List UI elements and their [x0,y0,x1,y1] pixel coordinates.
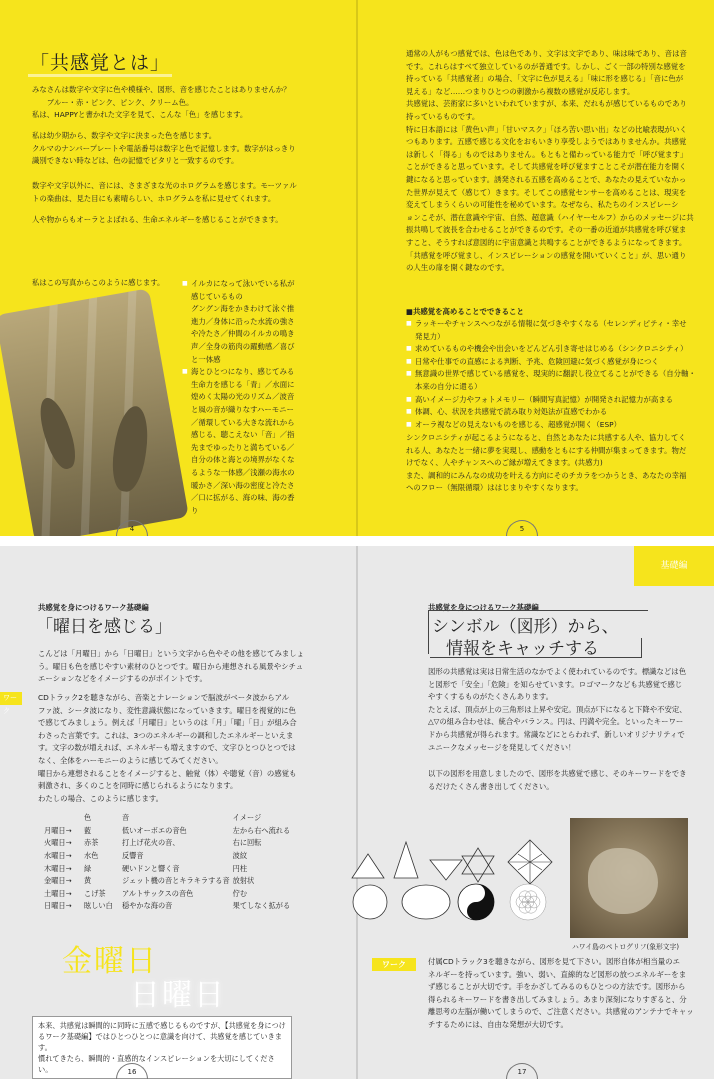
ellipse-icon [402,885,450,919]
table-cell: 日曜日→ [44,901,72,911]
table-cell: 藍 [84,825,92,835]
light-ray [80,288,98,544]
bullet-swimming: ■ イルカになって泳いでいる私が 感じているもの グングン海をかきわけて泳ぐ推 進力／身体に沿った水流の強さ や冷たさ／仲間のイルカの鳴き 声／全身の筋肉の躍動感／喜び と一体感 [182,278,322,366]
page17-title-line1: シンボル（図形）から、 [432,617,619,637]
page-number: 4 [116,520,148,536]
page17-para2: 以下の図形を用意しましたので、図形を共感覚で感じ、そのキーワードをでき るだけたくさん書き出してください。 [428,769,687,791]
table-row [44,875,293,888]
yin-yang-icon [458,884,494,920]
table-cell: 緑 [84,863,92,873]
spread-gap [0,536,714,546]
table-row [44,888,293,901]
table-cell: 左から右へ流れる [232,825,291,835]
page4-para4: 人や物からもオーラとよばれる、生命エネルギーを感じることができます。 [32,215,283,224]
table-cell: 月曜日→ [44,825,72,835]
big-word-nichiyobi: 日曜日 [130,978,226,1013]
gutter [356,0,358,536]
hexagram-icon [462,856,494,882]
triangle-up-icon [352,854,384,878]
table-cell: 円柱 [232,863,248,873]
petroglyph-caption: ハワイ島のペトログリフ(象形文字) [572,943,680,951]
page16-note-box [32,1016,292,1079]
kiso-tab: 基礎編 [634,546,714,586]
petroglyph-photo [570,818,688,938]
page-number: 17 [506,1063,538,1079]
page5-para2: シンクロニシティが起こるようになると、自然とあなたに共感する人や、協力してく れる人、あなたと一緒に夢を実現し、感動をともにする仲間が集まってきます。物だ けでなく、人やチャンスへのご縁が増えてきます。(共感力) また、調和的にみんなの成功を叶える方向にそのチカラをつかうとき、あなたの幸福 へのフロー（無限循環）ははじまりやすくなります。 [406,433,687,493]
page-number: 5 [506,520,538,536]
page17-small-title: 共感覚を身につけるワーク基礎編 [428,603,539,612]
shapes-row-1 [350,838,560,884]
work-tab: ワーク [372,958,416,971]
table-header: 色 [84,813,92,823]
table-cell: 低いオーボエの音色 [122,825,187,835]
list-item: ■ 求めているものや機会や出会いをどんどん引き寄せはじめる（シンクロニシティ） [406,343,706,356]
geometric-shapes-svg [352,880,552,924]
table-row [44,837,293,850]
table-row [44,825,293,838]
table-cell: 水曜日→ [44,851,72,861]
table-cell: 打上げ花火の音、 [122,838,180,848]
table-cell: 穏やかな海の音 [122,901,173,911]
list-item: ■ 無意識の世界で感じている感覚を、現実的に翻訳し役立てることができる（自分軸・ 本来の自分に還る） [406,368,706,393]
page16-note: 本来、共感覚は瞬間的に同時に五感で感じるものですが、【共感覚を身につけ るワーク基礎編】ではひとつひとつに意識を向けて、共感覚を感じていきます。 慣れてきたら、瞬間的・直感的なインスピレーションを大切にしてください。 [38,1021,286,1074]
dolphin-shape [34,394,82,472]
list-item: ■ 高いイメージ力やフォトメモリー（瞬間写真記憶）が開発され記憶力が高まる [406,394,706,407]
table-cell: 硬いドンと響く音 [122,863,180,873]
list-item: ■ オーラ視などの見えないものを感じる、超感覚が開く（ESP） [406,419,706,432]
spread-pages-16-17 [0,546,714,1079]
table-header [44,812,84,825]
flower-of-life-icon [510,884,546,920]
page17-title-bracket-br [430,638,642,658]
table-cell: 赤茶 [84,838,99,848]
shapes-row-2 [352,880,552,924]
table-cell: こげ茶 [84,888,106,898]
page17-para1: 図形の共感覚は実は日常生活のなかでよく使われているのです。標識などは色 と図形で「安全」「危険」を知らせています。ロゴマークなども共感覚で感じ やすくするものがたくさんあります。 たとえば、頂点が上の三角形は上昇や安定。頂点が下になると下降や不安定、 △▽の組み合わせは、統合やバランス。円は、円満や完全。といったキーワー ドから共感覚が得られます。常識などにとらわれず、新しいオリジナリティで ユニークなメッセージを発見してください！ [428,667,687,752]
page5-section-head: ■共感覚を高めることでできること [406,307,524,316]
table-cell: アルトサックスの音色 [122,888,194,898]
table-cell: ジェット機の音とキラキラする音 [122,876,230,886]
table-cell: 土曜日→ [44,888,72,898]
list-item: ■ ラッキーやチャンスへつながる情報に気づきやすくなる（セレンディピティ・幸せ 発見力） [406,318,706,343]
table-cell: 反響音 [122,851,144,861]
geometric-shapes-svg [350,838,560,884]
table-cell: 波紋 [232,851,248,861]
table-cell: 木曜日→ [44,863,72,873]
triangle-down-icon [430,860,462,880]
table-cell: 佇む [232,888,248,898]
tall-triangle-icon [394,842,418,878]
page4-para3: 数字や文字以外に、音には、さまざまな光のホログラムを感じます。モーツァル トの楽曲は、見た目にも素晴らしい、ホログラムを私に見せてくれます。 [32,181,297,203]
page17-title-line2: 情報をキャッチする [446,639,599,659]
big-word-kinyobi: 金曜日 [62,944,158,979]
weekday-color-table [44,812,293,913]
page17-para3: 付属CDトラック3を聴きながら、図形を見て下さい。図形自体が相当量のエ ネルギーを持っています。強い、弱い、直線的など図形の放つエネルギーをま ず感じることが大切です。手をかざしてみるのもひとつの方法です。図形から 得られるキーワードを書き出してみましょう。あまり深刻になりすぎると、分 離思考の左脳が働いてしまうので、ご注意ください。共感覚のアンテナでキャッ チするためには、自由な発想が大切です。 [428,957,694,1029]
list-item: ■ 日常や仕事での直感による判断、予兆、危険回避に気づく感覚が身につく [406,356,706,369]
bullet-ocean: ■ 海とひとつになり、感じてみる 生命力を感じる「青」／水面に 煌めく太陽の光のリズム／波音 と風の音が織りなすハーモニー ／循環している大きな流れから 感じる、聴こえない「音」／指 先までゆったりと満ちている／ 自分の体と海との境界がなくな るような一体感／浅瀬の海水の 暖かさ／深い海の密度と冷たさ ／口に拡がる、海の味、海の香 り [182,366,322,517]
page4-photo-intro: 私はこの写真からこのように感じます。 [32,278,165,287]
table-row [44,862,293,875]
page16-para1: こんどは「月曜日」から「日曜日」という文字から色やその他を感じてみましょ う。曜日も色を感じやすい素材のひとつです。曜日から連想される風景やシチュ エーションなどをイメージするのがポイントです。 [38,649,305,684]
page4-para1: みなさんは数字や文字に色や模様や、図形、音を感じたことはありませんか？ ブルー・赤・ピンク、ピンク、クリーム色。 私は、HAPPYと書かれた文字を見て、こんな「色」を感じます。 [32,85,291,120]
page4-para2: 私は幼少期から、数字や文字に決まった色を感じます。 クルマのナンバープレートや電話番号は数字と色で記憶します。数字がはっきり 識別できない時などは、色の記憶でピタリと一致するのです。 [32,131,296,166]
table-header-row [44,812,293,825]
table-cell: 果てしなく拡がる [232,901,291,911]
petroglyph-rock [588,848,658,914]
work-tab: ワーク [0,692,22,705]
table-cell: 放射状 [232,876,255,886]
page5-para1: 通常の人がもつ感覚では、色は色であり、文字は文字であり、味は味であり、音は音 です。これらはすべて独立しているのが普通です。しかし、ごく一部の特別な感覚を 持っている「共感覚者」の場合、「文字に色が見える」「味に形を感じる」「音に色が 見える」など……つまりひとつの刺激から複数の感覚が反応します。 共感覚は、芸術家に多いといわれていますが、本来、だれもが感じているものであり 持っているものです。 特に日本語には「黄色い声」「甘いマスク」「ほろ苦い思い出」などの比喩表現がいく つもあります。五感で感じる文化をおもいきり享受しようではありませんか。共感覚 は新しく「得る」ものではありません。もともと備わっている能力で「呼び覚ます」 ことができると思っています。そして共感覚を呼び覚ますことこそが潜在能力を開く 鍵になると思っています。誘発される五感を高めることで、あなたの見えていなかっ た世界が見えて（感じて）きます。そしてこの感覚センサーを高めることは、現実を 変えてしまうくらいの可能性を秘めています。なぜなら、私たちのインスピレーシ ョンこそが、潜在意識や宇宙、自然、超意識（ハイヤーセルフ）からのメッセージに共 振共鳴して波長を合わせることができるのです。その一番の近道が共感覚を呼び覚ま すこと、そうすれば意図的に宇宙意識と共鳴することができるようになってきます。 「共感覚を呼び覚まし、インスピレーションの感覚を開いていくこと」が、思い通り の人生の扉を開く鍵なのです。 [406,49,694,273]
list-item: ■ 体調、心、状況を共感覚で読み取り対処法が直感でわかる [406,406,706,419]
spread-pages-4-5 [0,0,714,536]
page16-title: 「曜日を感じる」 [36,617,172,637]
page16-para2: CDトラック2を聴きながら、音楽とナレーションで脳波がベータ波からアル ファ波、シータ波になり、変性意識状態になっていきます。曜日を視覚的に色 で感じてみましょう。例えば「月曜日」というのは「月」「曜」「日」が組み合 わさった言葉です。これは、3つのエネルギーの調和したエネルギーといえま す。文字の数が増えれば、エネルギーも増えますので、文字ひとつひとつでは なく、全体をハーモニーのように感じてみてください。 曜日から連想されることをイメージすると、触覚（体）や聴覚（音）の感覚も 刺激され、多くのことを同時に感じられるようになります。 わたしの場合、このように感じます。 [38,693,297,803]
gutter [356,546,358,1079]
page16-small-title: 共感覚を身につけるワーク基礎編 [38,603,149,612]
dolphin-photo [0,288,189,544]
circle-icon [353,885,387,919]
table-row [44,900,293,913]
page4-title: 「共感覚とは」 [30,48,170,75]
table-cell: 火曜日→ [44,838,72,848]
table-header: イメージ [232,813,262,823]
page-number: 16 [116,1063,148,1079]
dolphin-shape [108,404,152,494]
table-row [44,850,293,863]
table-header: 音 [122,813,130,823]
table-cell: 金曜日→ [44,876,72,886]
hexagram-icon [462,848,494,874]
table-cell: 眩しい白 [84,901,113,911]
table-cell: 水色 [84,851,99,861]
table-cell: 右に回転 [232,838,262,848]
table-cell: 黄 [84,876,92,886]
